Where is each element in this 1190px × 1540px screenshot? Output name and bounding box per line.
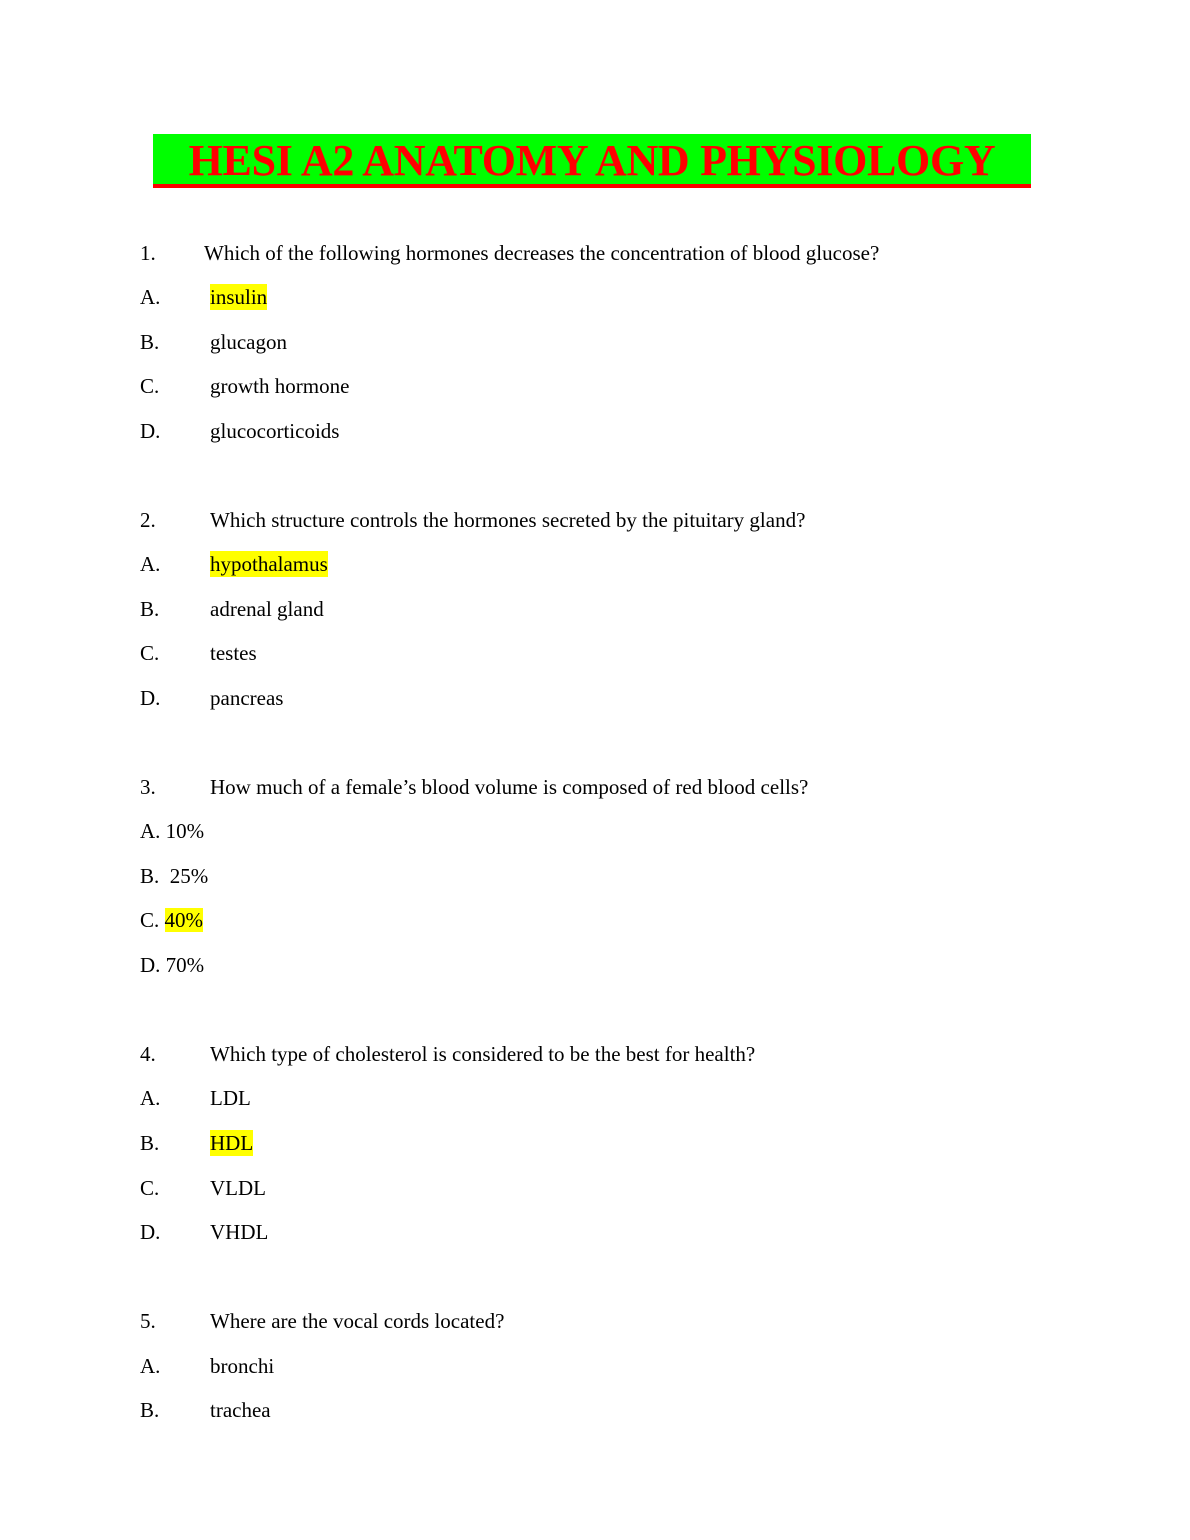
option-text: 10% — [165, 819, 205, 843]
q3-option-b — [140, 863, 208, 889]
q2-option-d — [140, 685, 283, 711]
q1-option-a — [140, 284, 267, 310]
q2-option-a — [140, 551, 328, 577]
option-letter: A. — [140, 552, 161, 576]
option-text: bronchi — [210, 1354, 275, 1378]
option-letter: C. — [140, 908, 160, 932]
option-text: glucocorticoids — [210, 419, 340, 443]
option-text: adrenal gland — [210, 597, 324, 621]
option-letter: B. — [140, 864, 160, 888]
option-text-highlighted: 40% — [164, 908, 204, 932]
option-text-highlighted: hypothalamus — [210, 552, 328, 576]
question-number: 5. — [140, 1309, 156, 1333]
option-letter: D. — [140, 1220, 161, 1244]
page-title: HESI A2 ANATOMY AND PHYSIOLOGY — [153, 134, 1031, 184]
option-letter: B. — [140, 597, 160, 621]
document-title-banner — [153, 134, 1031, 188]
question-5 — [140, 1308, 504, 1334]
option-text: glucagon — [210, 330, 287, 354]
question-text: Which of the following hormones decreases the concentration of blood glucose? — [204, 241, 880, 265]
option-letter: D. — [140, 419, 161, 443]
option-letter: B. — [140, 330, 160, 354]
question-number: 4. — [140, 1042, 156, 1066]
option-text: VHDL — [210, 1220, 269, 1244]
question-text: Which structure controls the hormones secreted by the pituitary gland? — [210, 508, 806, 532]
question-4 — [140, 1041, 755, 1067]
q3-option-c — [140, 907, 203, 933]
q1-option-c — [140, 373, 349, 399]
title-underline — [153, 184, 1031, 188]
option-text: VLDL — [210, 1176, 266, 1200]
option-text-highlighted: insulin — [210, 285, 268, 309]
option-letter: D. — [140, 686, 161, 710]
question-number: 3. — [140, 775, 156, 799]
option-letter: A. — [140, 819, 161, 843]
option-letter: C. — [140, 641, 160, 665]
option-letter: B. — [140, 1398, 160, 1422]
q5-option-b — [140, 1397, 271, 1423]
q2-option-b — [140, 596, 324, 622]
option-letter: A. — [140, 1354, 161, 1378]
question-1 — [140, 240, 879, 266]
q4-option-d — [140, 1219, 268, 1245]
option-text: LDL — [210, 1086, 251, 1110]
q4-option-b — [140, 1130, 253, 1156]
q3-option-d — [140, 952, 204, 978]
question-number: 2. — [140, 508, 156, 532]
q1-option-b — [140, 329, 287, 355]
q5-option-a — [140, 1353, 274, 1379]
option-letter: A. — [140, 1086, 161, 1110]
option-text: testes — [210, 641, 257, 665]
question-text: Which type of cholesterol is considered to be the best for health? — [210, 1042, 756, 1066]
option-text: trachea — [210, 1398, 271, 1422]
option-text: pancreas — [210, 686, 284, 710]
option-text: growth hormone — [210, 374, 350, 398]
option-letter: A. — [140, 285, 161, 309]
option-letter: C. — [140, 374, 160, 398]
option-text: 70% — [165, 953, 205, 977]
question-2 — [140, 507, 805, 533]
option-text-highlighted: HDL — [210, 1131, 254, 1155]
option-text: 25% — [169, 864, 209, 888]
q1-option-d — [140, 418, 339, 444]
q4-option-a — [140, 1085, 251, 1111]
option-letter: D. — [140, 953, 161, 977]
question-text: Where are the vocal cords located? — [210, 1309, 505, 1333]
question-3 — [140, 774, 808, 800]
option-letter: C. — [140, 1176, 160, 1200]
q2-option-c — [140, 640, 257, 666]
q4-option-c — [140, 1175, 266, 1201]
question-text: How much of a female’s blood volume is composed of red blood cells? — [210, 775, 809, 799]
question-number: 1. — [140, 241, 156, 265]
q3-option-a — [140, 818, 204, 844]
option-letter: B. — [140, 1131, 160, 1155]
